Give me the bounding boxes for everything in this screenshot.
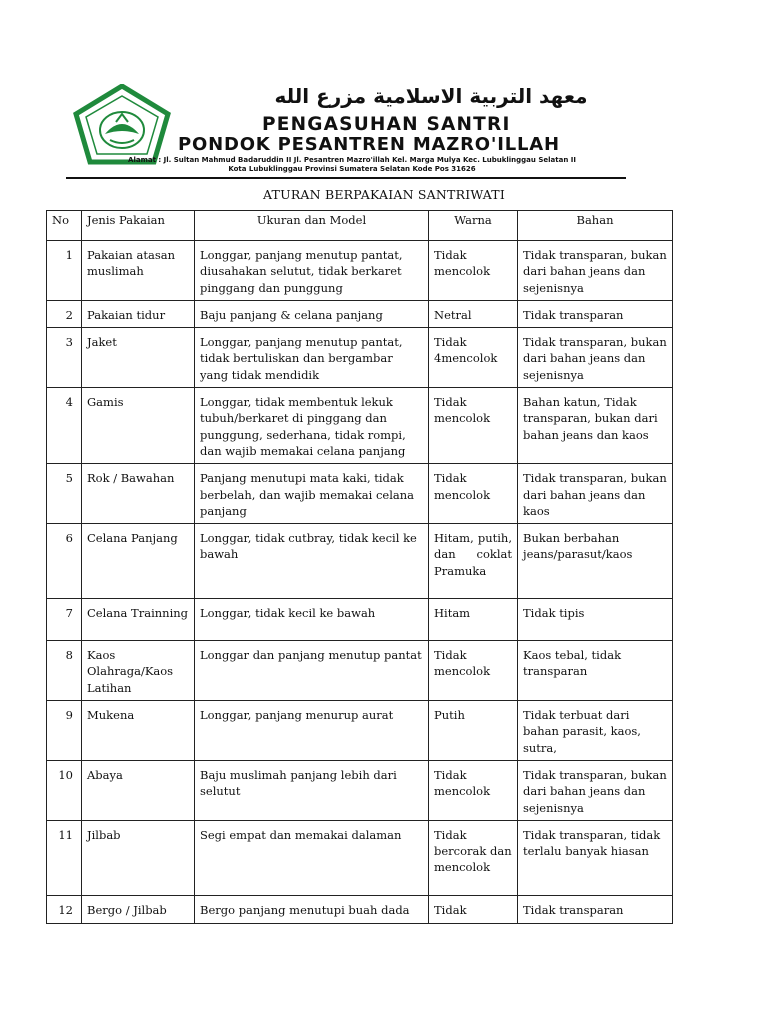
- header-bahan: Bahan: [518, 211, 673, 241]
- cell-bahan: Bahan katun, Tidak transparan, bukan dari bahan jeans dan kaos: [518, 388, 673, 464]
- cell-no: 11: [47, 820, 82, 895]
- cell-bahan: Tidak terbuat dari bahan parasit, kaos, sutra,: [518, 701, 673, 761]
- table-row: [47, 760, 673, 820]
- cell-no: 12: [47, 895, 82, 923]
- cell-warna: Tidak mencolok: [429, 388, 518, 464]
- cell-ukuran: Longgar, tidak cutbray, tidak kecil ke bawah: [195, 524, 429, 599]
- table-row: [47, 701, 673, 761]
- cell-warna: Tidak mencolok: [429, 464, 518, 524]
- cell-ukuran: Longgar, panjang menutup pantat, diusahakan selutut, tidak berkaret pinggang dan punggung: [195, 241, 429, 301]
- cell-warna: Tidak bercorak dan mencolok: [429, 820, 518, 895]
- arabic-institution-name: معهد التربية الاسلامية مزرع الله: [274, 84, 588, 108]
- table-row: [47, 464, 673, 524]
- table-row: [47, 300, 673, 327]
- cell-no: 3: [47, 328, 82, 388]
- cell-ukuran: Panjang menutupi mata kaki, tidak berbelah, dan wajib memakai celana panjang: [195, 464, 429, 524]
- cell-jenis: Bergo / Jilbab: [82, 895, 195, 923]
- cell-jenis: Pakaian atasan muslimah: [82, 241, 195, 301]
- cell-jenis: Jilbab: [82, 820, 195, 895]
- header-warna: Warna: [429, 211, 518, 241]
- header-jenis-pakaian: Jenis Pakaian: [82, 211, 195, 241]
- cell-jenis: Kaos Olahraga/Kaos Latihan: [82, 641, 195, 701]
- cell-jenis: Rok / Bawahan: [82, 464, 195, 524]
- letterhead-institution: PONDOK PESANTREN MAZRO'ILLAH: [178, 134, 560, 155]
- cell-bahan: Tidak transparan, bukan dari bahan jeans dan sejenisnya: [518, 760, 673, 820]
- table-row: [47, 524, 673, 599]
- cell-warna: Putih: [429, 701, 518, 761]
- cell-no: 4: [47, 388, 82, 464]
- cell-warna: Netral: [429, 300, 518, 327]
- document-title: ATURAN BERPAKAIAN SANTRIWATI: [263, 187, 505, 202]
- cell-jenis: Jaket: [82, 328, 195, 388]
- cell-ukuran: Baju muslimah panjang lebih dari selutut: [195, 760, 429, 820]
- cell-ukuran: Baju panjang & celana panjang: [195, 300, 429, 327]
- table-row: [47, 641, 673, 701]
- table-row: [47, 388, 673, 464]
- cell-ukuran: Longgar, tidak kecil ke bawah: [195, 599, 429, 641]
- table-row: [47, 599, 673, 641]
- table-row: [47, 241, 673, 301]
- cell-bahan: Tidak transparan: [518, 300, 673, 327]
- cell-bahan: Bukan berbahan jeans/parasut/kaos: [518, 524, 673, 599]
- cell-bahan: Tidak transparan, bukan dari bahan jeans dan sejenisnya: [518, 241, 673, 301]
- cell-bahan: Tidak transparan: [518, 895, 673, 923]
- dress-code-table: [46, 210, 673, 924]
- cell-jenis: Celana Panjang: [82, 524, 195, 599]
- cell-warna: Hitam, putih, dan coklat Pramuka: [429, 524, 518, 599]
- header-no: No: [47, 211, 82, 241]
- cell-warna: Tidak mencolok: [429, 760, 518, 820]
- cell-bahan: Tidak transparan, bukan dari bahan jeans dan sejenisnya: [518, 328, 673, 388]
- cell-jenis: Gamis: [82, 388, 195, 464]
- cell-warna: Hitam: [429, 599, 518, 641]
- table-row: [47, 820, 673, 895]
- cell-bahan: Kaos tebal, tidak transparan: [518, 641, 673, 701]
- table-row: [47, 328, 673, 388]
- letterhead-heading: PENGASUHAN SANTRI: [262, 114, 511, 135]
- letterhead-address-line2: Kota Lubuklinggau Provinsi Sumatera Selatan Kode Pos 31626: [228, 165, 476, 173]
- cell-ukuran: Bergo panjang menutupi buah dada: [195, 895, 429, 923]
- cell-warna: Tidak mencolok: [429, 241, 518, 301]
- cell-no: 2: [47, 300, 82, 327]
- pesantren-logo: [72, 84, 172, 166]
- cell-warna: Tidak mencolok: [429, 641, 518, 701]
- cell-no: 8: [47, 641, 82, 701]
- header-ukuran-dan-model: Ukuran dan Model: [195, 211, 429, 241]
- letterhead-divider: [66, 177, 626, 179]
- cell-no: 1: [47, 241, 82, 301]
- table-header-row: [47, 211, 673, 241]
- cell-ukuran: Segi empat dan memakai dalaman: [195, 820, 429, 895]
- cell-no: 9: [47, 701, 82, 761]
- letterhead-address-line1: Alamat : Jl. Sultan Mahmud Badaruddin II Jl. Pesantren Mazro'illah Kel. Marga Mulya Kec. Lubuklinggau Selatan II: [128, 156, 576, 164]
- table-row: [47, 895, 673, 923]
- cell-no: 6: [47, 524, 82, 599]
- cell-ukuran: Longgar, panjang menurup aurat: [195, 701, 429, 761]
- cell-jenis: Abaya: [82, 760, 195, 820]
- cell-jenis: Celana Trainning: [82, 599, 195, 641]
- letterhead: [66, 78, 626, 178]
- cell-ukuran: Longgar, tidak membentuk lekuk tubuh/berkaret di pinggang dan punggung, sederhana, tidak rompi, dan wajib memakai celana panjang: [195, 388, 429, 464]
- cell-jenis: Mukena: [82, 701, 195, 761]
- cell-warna: Tidak 4mencolok: [429, 328, 518, 388]
- cell-bahan: Tidak tipis: [518, 599, 673, 641]
- cell-warna: Tidak: [429, 895, 518, 923]
- cell-no: 7: [47, 599, 82, 641]
- cell-jenis: Pakaian tidur: [82, 300, 195, 327]
- cell-ukuran: Longgar, panjang menutup pantat, tidak bertuliskan dan bergambar yang tidak mendidik: [195, 328, 429, 388]
- cell-bahan: Tidak transparan, bukan dari bahan jeans dan kaos: [518, 464, 673, 524]
- cell-bahan: Tidak transparan, tidak terlalu banyak hiasan: [518, 820, 673, 895]
- cell-no: 10: [47, 760, 82, 820]
- cell-no: 5: [47, 464, 82, 524]
- table-body: [47, 241, 673, 924]
- cell-ukuran: Longgar dan panjang menutup pantat: [195, 641, 429, 701]
